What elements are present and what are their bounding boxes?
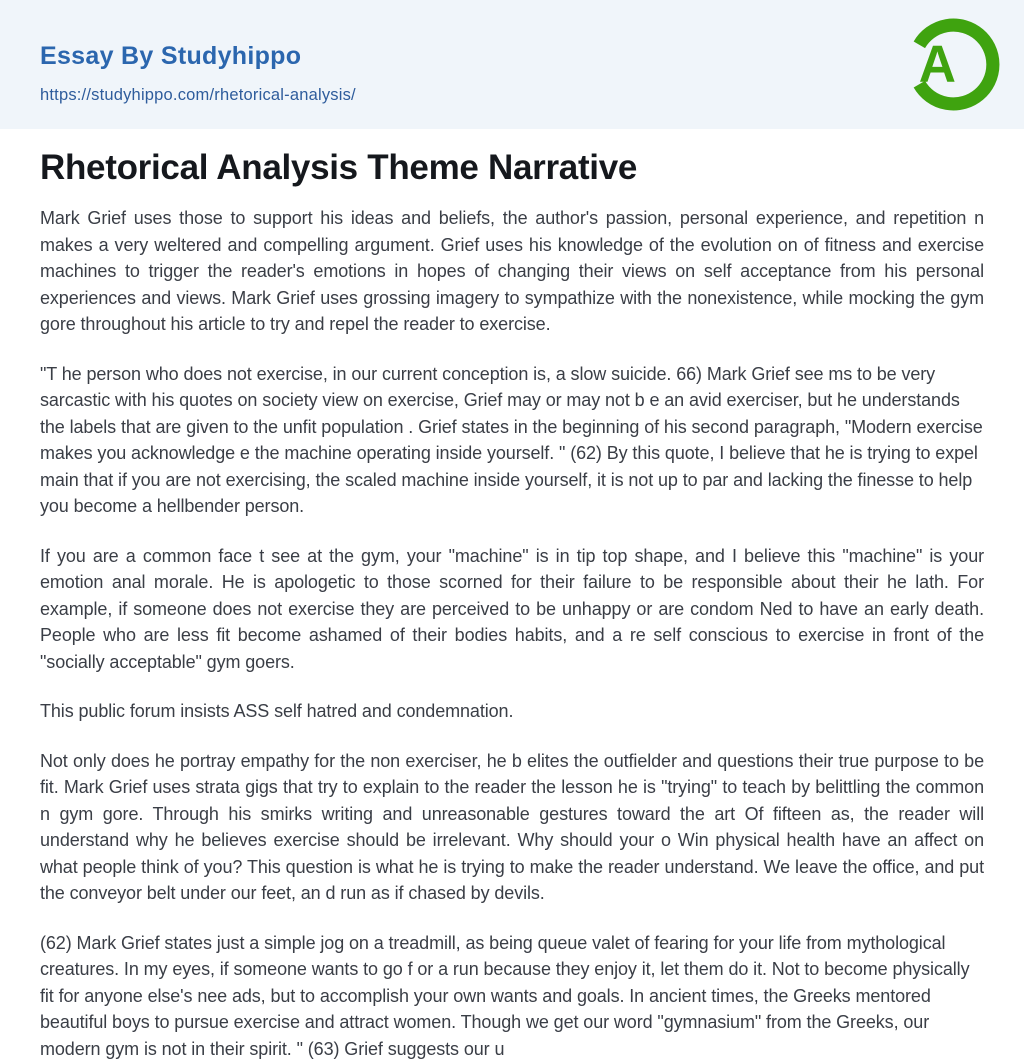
essay-paragraph-3: If you are a common face t see at the gym, your "machine" is in tip top shape, and I believe this "machine" is your emotion anal morale. He is apologetic to those scorned for their failure to be responsible about their he lath. For example, if someone does not exercise they are perceived to be unhappy or are condom Ned to have an early death. People who are less fit become ashamed of their bodies habits, and a re self conscious to exercise in front of the "socially acceptable" gym goers.	[40, 543, 984, 676]
essay-paragraph-4: This public forum insists ASS self hatred and condemnation.	[40, 698, 984, 725]
page-header	[0, 0, 1024, 129]
site-title: Essay By Studyhippo	[40, 42, 1024, 71]
page-url-link[interactable]: https://studyhippo.com/rhetorical-analysis/	[40, 86, 1024, 105]
essay-paragraph-6: (62) Mark Grief states just a simple jog on a treadmill, as being queue valet of fearing for your life from mythological creatures. In my eyes, if someone wants to go f or a run because they enjoy it, let them do it. Not to become physically fit for anyone else's nee ads, but to accomplish your own wants and goals. In ancient times, the Greeks mentored beautiful boys to pursue exercise and attract women. Though we get our word "gymnasium" from the Greeks, our modern gym is not in their spirit. " (63) Grief suggests our u	[40, 930, 984, 1062]
essay-paragraph-5: Not only does he portray empathy for the non exerciser, he b elites the outfielder and questions their true purpose to be fit. Mark Grief uses strata gigs that try to explain to the reader the lesson he is "trying" to teach by belittling the common n gym gore. Through his smirks writing and unreasonable gestures toward the art Of fifteen as, the reader will understand why he believes exercise should be irrelevant. Why should your o Win physical health have an affect on what people think of you? This question is what he is trying to make the reader understand. We leave the office, and put the conveyor belt under our feet, an d run as if chased by devils.	[40, 748, 984, 907]
studyhippo-logo-icon	[906, 17, 1001, 112]
essay-paragraph-1: Mark Grief uses those to support his ideas and beliefs, the author's passion, personal experience, and repetition n makes a very weltered and compelling argument. Grief uses his knowledge of the evolution on of fitness and exercise machines to trigger the reader's emotions in hopes of changing their views on self acceptance from his personal experiences and views. Mark Grief uses grossing imagery to sympathize with the nonexistence, while mocking the gym gore throughout his article to try and repel the reader to exercise.	[40, 205, 984, 338]
logo-letter: A	[919, 35, 956, 93]
essay-title: Rhetorical Analysis Theme Narrative	[40, 148, 984, 188]
essay-content	[0, 129, 1024, 1062]
header-text-block	[0, 0, 1024, 105]
essay-paragraph-2: "T he person who does not exercise, in our current conception is, a slow suicide. 66) Mark Grief see ms to be very sarcastic with his quotes on society view on exercise, Grief may or may not b e an avid exerciser, but he understands the labels that are given to the unfit population . Grief states in the beginning of his second paragraph, "Modern exercise makes you acknowledge e the machine operating inside yourself. " (62) By this quote, I believe that he is trying to expel main that if you are not exercising, the scaled machine inside yourself, it is not up to par and lacking the finesse to help you become a hellbender person.	[40, 361, 984, 520]
